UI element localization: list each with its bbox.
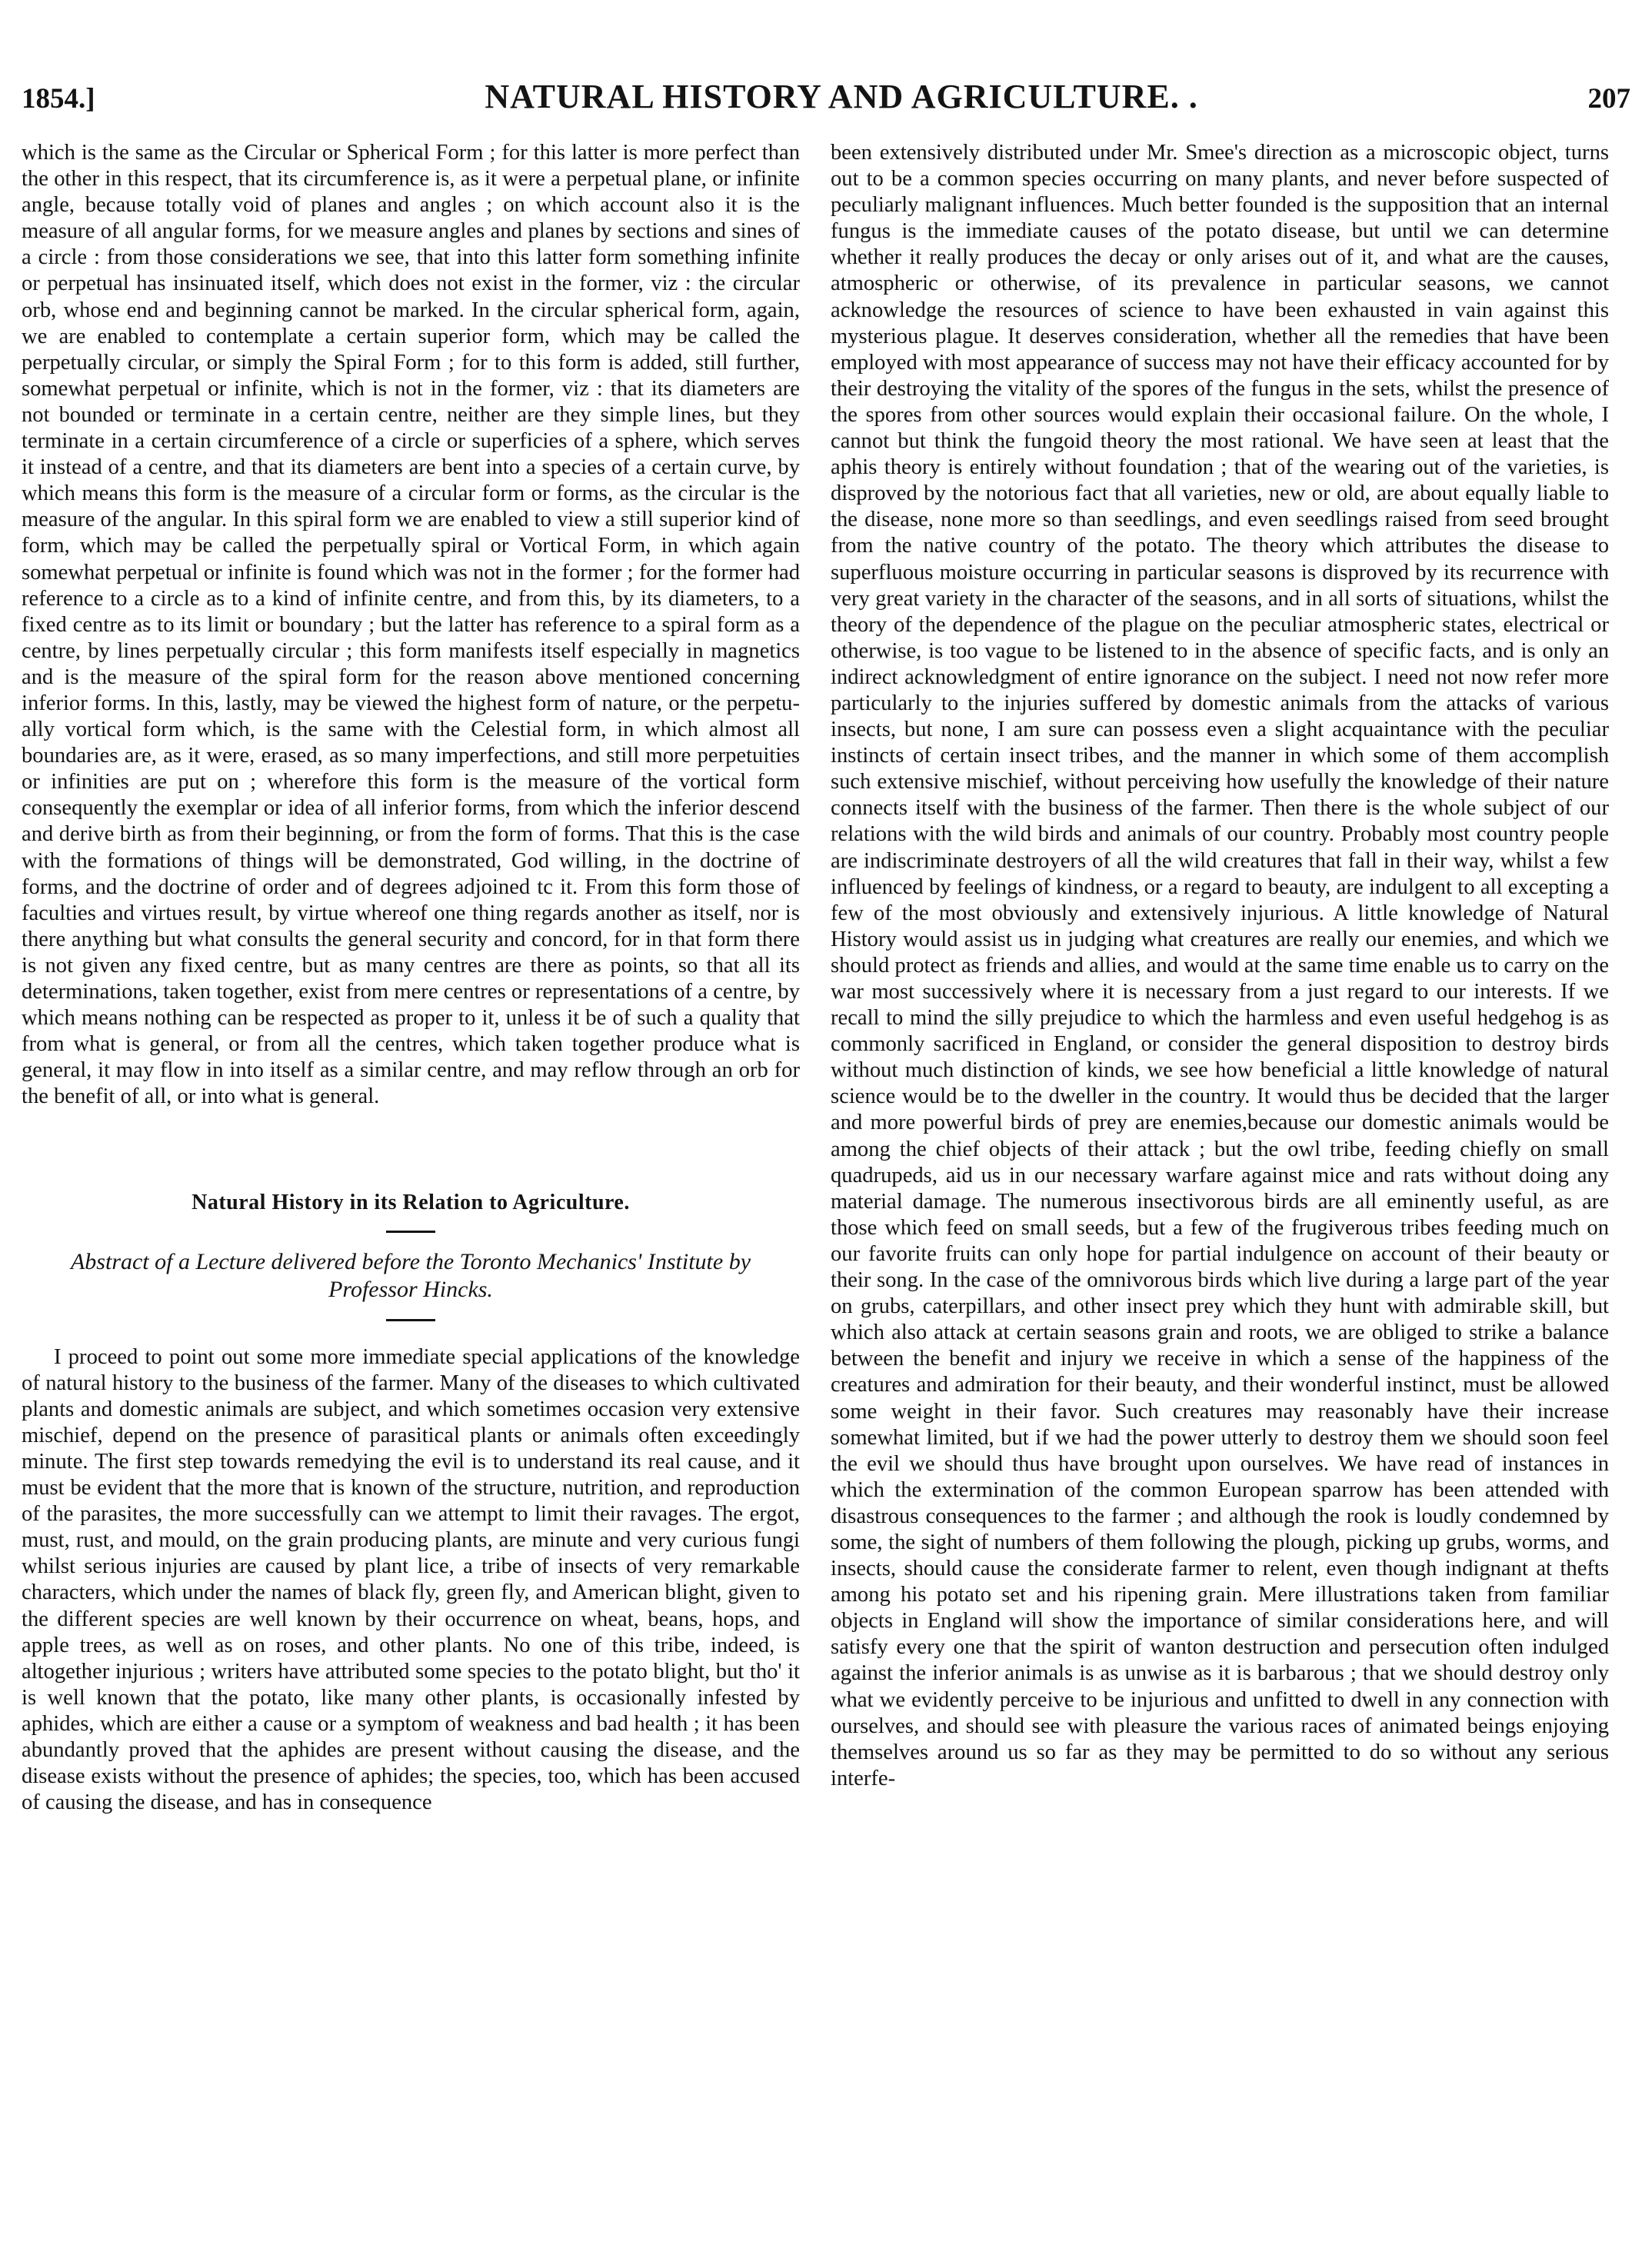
title-rule [386, 1231, 435, 1233]
section-title: Natural History in its Relation to Agriculture. [192, 1191, 630, 1215]
header-year: 1854.] [22, 83, 95, 115]
left-continued-paragraph: which is the same as the Circular or Spherical Form ; for this latter is more perfect than the other in this respect, that its circumference is, as it were a perpetual plane, or infinite angle, because totally void of planes and angles ; on which account also it is the measure of all angular forms, for we measure angles and planes by sections and sines of a circle : from those considerations we see, that into this latter form something infinite or perpetual has insinuated itself, which does not exist in the former, viz : the circular orb, whose end and beginning cannot be marked. In the circular spherical form, again, we are enabled to contemplate a certain superior form, which may be called the perpetually circular, or simply the Spiral Form ; for to this form is added, still further, somewhat perpetual or infinite, which is not in the former, viz : that its diameters are not bounded or terminate in a certain centre, neither are they simple lines, but they terminate in a certain circumference of a circle or superficies of a sphere, which serves it instead of a centre, and that its diameters are bent into a species of a certain curve, by which means this form is the measure of a circular form or forms, as the circular is the measure of the angular. In this spiral form we are enabled to view a still superior kind of form, which may be called the perpetually spiral or Vortical Form, in which again somewhat perpetual or infinite is found which was not in the former ; for the former had reference to a circle as to a kind of infinite centre, and from this, by its diameters, to a fixed centre as to its limit or boundary ; but the latter has reference to a spiral form as a centre, by lines perpetually circular ; this form manifests itself especially in magnetics and is the measure of the spiral form for the reason above mentioned concerning inferior forms. In this, lastly, may be viewed the highest form of nature, or the perpetually vortical form which, is the same with the Celestial form, in which almost all boundaries are, as it were, erased, as so many imperfections, and still more perpetuities or infinities are put on ; wherefore this form is the measure of the vortical form consequently the exemplar or idea of all inferior forms, from which the inferior descend and derive birth as from their beginning, or from the form of forms. That this is the case with the formations of things will be demonstrated, God willing, in the doctrine of forms, and the doctrine of order and of degrees adjoined tc it. From this form those of faculties and virtues result, by virtue whereof one thing regards another as itself, nor is there anything but what consults the general security and concord, for in that form there is not given any fixed centre, but as many centres are there as points, so that all its determinations, taken together, exist from mere centres or representations of a centre, by which means nothing can be respected as proper to it, unless it be of such a quality that from what is general, or from all the centres, which taken together produce what is general, it may flow in into itself as a similar centre, and may reflow through an orb for the benefit of all, or into what is general. [22, 141, 800, 1109]
header-running-title: NATURAL HISTORY AND AGRICULTURE. . [485, 78, 1198, 115]
header-page-number: 207 [1587, 83, 1630, 115]
right-continued-paragraph: been extensively distributed under Mr. Smee's direction as a microscopic object, turns out to be a common species occurring on many plants, and never before suspected of peculiarly malignant influences. Much better founded is the supposition that an internal fungus is the immediate causes of the potato disease, but until we can determine whether it really produces the decay or only arises out of it, and what are the causes, atmospheric or otherwise, of its prevalence in particular seasons, we cannot acknowledge the resources of science to have been exhausted in vain against this mysterious plague. It deserves consideration, whether all the remedies that have been employed with most appearance of success may not have their efficacy accounted for by their destroying the vitality of the spores of the fungus in the sets, whilst the presence of the spores from other sources would explain their occasional failure. On the whole, I cannot but think the fungoid theory the most rational. We have seen at least that the aphis theory is entirely without foundation ; that of the wearing out of the varieties, is disproved by the notorious fact that all varieties, new or old, are about equally liable to the disease, none more so than seedlings, and even seedlings raised from seed brought from the native country of the potato. The theory which attributes the disease to superfluous moisture occurring in particular seasons is disproved by its recurrence with very great variety in the character of the seasons, and in all sorts of situations, whilst the theory of the dependence of the plague on the peculiar atmospheric states, electrical or otherwise, is too vague to be listened to in the absence of specific facts, and is only an indirect acknowledgment of entire ignorance on the subject. I need not now refer more particularly to the injuries suffered by domestic animals from the attacks of various insects, but none, I am sure can possess even a slight acquaintance with the peculiar instincts of certain insect tribes, and the manner in which some of them accomplish such extensive mischief, without perceiving how usefully the knowledge of their nature connects itself with the business of the farmer. Then there is the whole subject of our relations with the wild birds and animals of our country. Probably most country people are indiscriminate destroyers of all the wild creatures that fall in their way, whilst a few influenced by feelings of kindness, or a regard to beauty, are indulgent to all excepting a few of the most obviously and extensively injurious. A little knowledge of Natural History would assist us in judging what creatures are really our enemies, and which we should protect as friends and allies, and would at the same time enable us to carry on the war most successively where it is necessary from a just regard to our interests. If we recall to mind the silly prejudice to which the harmless and even useful hedgehog is as commonly sacrificed in England, or consider the general disposition to destroy birds without much distinction of kinds, we see how beneficial a little knowledge of natural science would be to the dweller in the country. It would thus be decided that the larger and more powerful birds of prey are enemies,because our domestic animals would be among the chief objects of their attack ; but the owl tribe, feeding chiefly on small quadrupeds, aid us in our necessary warfare against mice and rats without doing any material damage. The numerous insectivorous birds are all eminently useful, as are those which feed on small seeds, but a few of the frugiverous tribes feeding much on our favorite fruits can only hope for partial indulgence on account of their beauty or their song. In the case of the omnivorous birds which live during a large part of the year on grubs, caterpillars, and other insect prey which they hunt with admirable skill, but which also attack at certain seasons grain and roots, we are obliged to strike a balance between the benefit and injury we receive in which a sense of the happiness of the creatures and admiration for their beauty, and their wonderful instinct, must be allowed some weight in their favor. Such creatures may reasonably have their increase somewhat limited, but if we had the power utterly to destroy them we should soon feel the evil we should thus have brought upon ourselves. We have read of instances in which the extermination of the common European sparrow has been attended with disastrous consequences to the farmer ; and although the rook is loudly condemned by some, the sight of numbers of them following the plough, picking up grubs, worms, and insects, should cause the considerate farmer to relent, even though indignant at thefts among his potato set and his ripening grain. Mere illustrations taken from familiar objects in England will show the importance of similar considerations here, and will satisfy every one that the spirit of wanton destruction and persecution often indulged against the inferior animals is as unwise as it is barbarous ; that we should destroy only what we evidently perceive to be injurious and unfitted to dwell in any connection with ourselves, and should see with pleasure the various races of animated beings enjoying themselves around us so far as they may be permitted to do so without any serious interfe- [831, 141, 1609, 1790]
left-column [22, 140, 800, 1816]
lecture-abstract: Abstract of a Lecture delivered before the Toronto Mechanics' Institute by Professor Hincks. [70, 1248, 751, 1302]
running-header [22, 77, 1630, 123]
lecture-paragraph: I proceed to point out some more immediate special applications of the knowledge of natural history to the business of the farmer. Many of the diseases to which cultivated plants and domestic animals are subject, and which sometimes occasion very extensive mischief, depend on the presence of parasitical plants or animals often exceedingly minute. The first step towards remedying the evil is to understand its real cause, and it must be evident that the more that is known of the structure, nutrition, and reproduction of the parasites, the more successfully can we attempt to limit their ravages. The ergot, must, rust, and mould, on the grain producing plants, are minute and very curious fungi whilst serious injuries are caused by plant lice, a tribe of insects of very remarkable characters, which under the names of black fly, green fly, and American blight, given to the different species are well known by their occurrence on wheat, beans, hops, and apple trees, as well as on roses, and other plants. No one of this tribe, indeed, is altogether injurious ; writers have attributed some species to the potato blight, but tho' it is well known that the potato, like many other plants, is occasionally infested by aphides, which are either a cause or a symptom of weakness and bad health ; it has been abundantly proved that the aphides are present without causing the disease, and the disease exists without the presence of aphides; the species, too, which has been accused of causing the disease, and has in consequence [22, 1344, 800, 1815]
abstract-rule [386, 1319, 435, 1321]
right-column [831, 140, 1609, 1792]
